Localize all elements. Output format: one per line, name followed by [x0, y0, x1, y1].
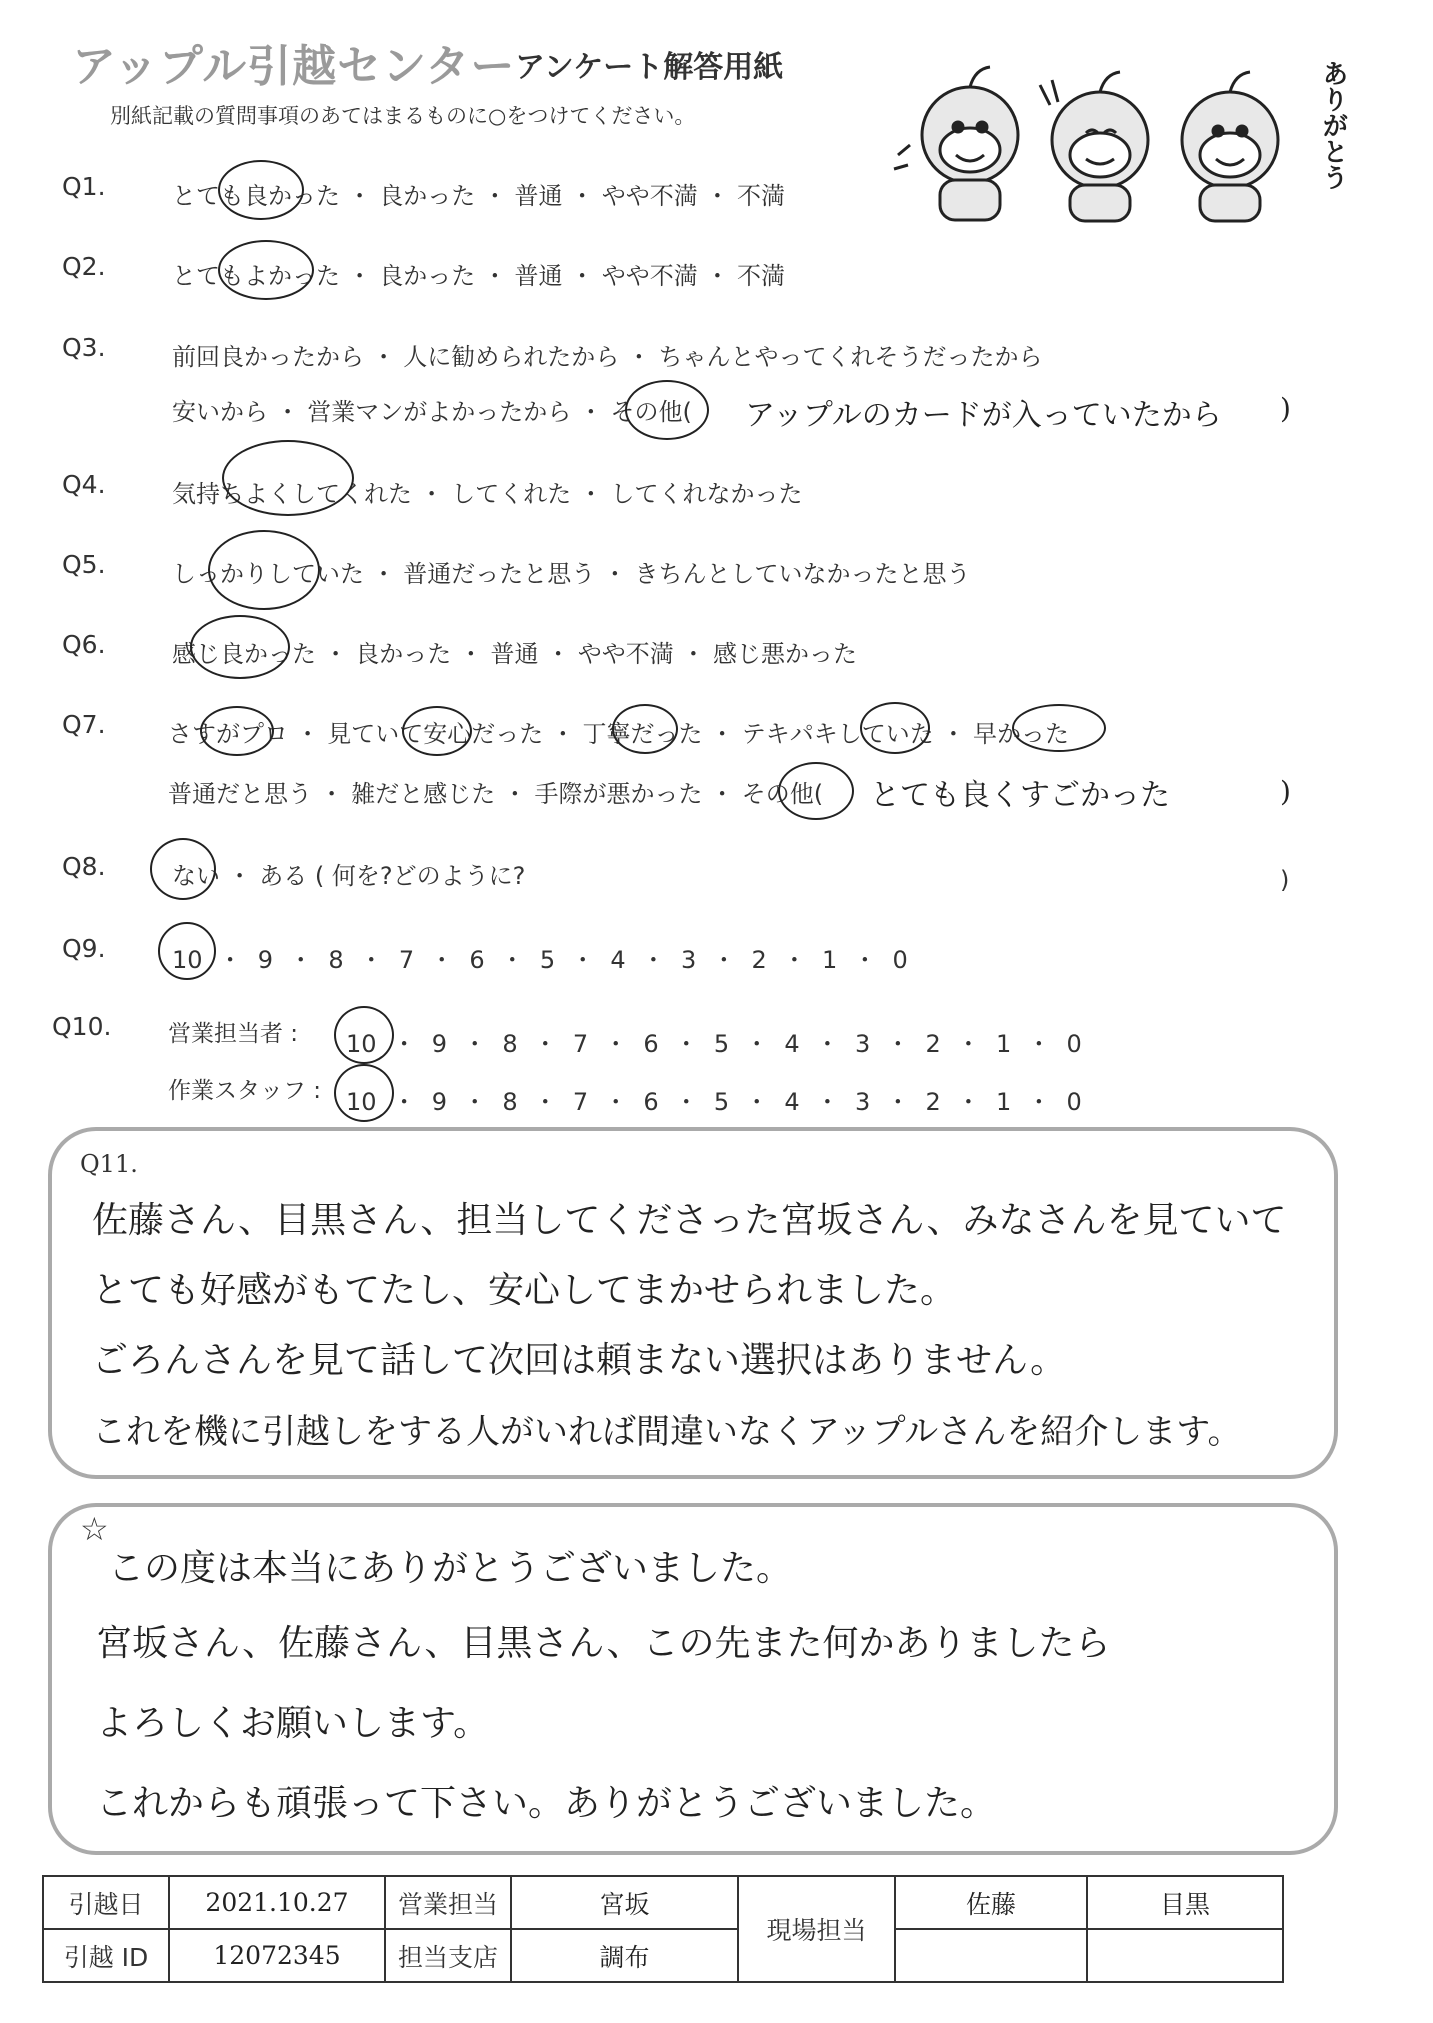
q7-circle-pro	[200, 706, 274, 756]
q2-answer-circle	[218, 240, 314, 300]
q4-label: Q4.	[62, 470, 106, 499]
q9-answer-circle	[158, 922, 216, 980]
q2-options[interactable]: とてもよかった ・ 良かった ・ 普通 ・ やや不満 ・ 不満	[172, 262, 786, 290]
q10-staff-label: 作業スタッフ :	[168, 1078, 322, 1104]
q10-label: Q10.	[52, 1012, 112, 1041]
branch-value: 調布	[511, 1929, 738, 1982]
q11-label: Q11.	[80, 1150, 138, 1178]
q7-circle-other	[778, 762, 854, 820]
q11-line-3: ごろんさんを見て話して次回は頼まない選択はありません。	[92, 1340, 1067, 1381]
site-staff-empty-1	[895, 1929, 1087, 1982]
q8-answer-circle	[150, 838, 216, 900]
move-date-value: 2021.10.27	[169, 1876, 385, 1929]
q7-close-paren: )	[1280, 775, 1291, 808]
q10-sales-circle	[334, 1006, 394, 1064]
q10-sales-scale[interactable]: 10 ・ 9 ・ 8 ・ 7 ・ 6 ・ 5 ・ 4 ・ 3 ・ 2 ・ 1 ・ 0	[346, 1030, 1082, 1058]
q4-answer-circle	[222, 440, 354, 516]
q3-options-line2[interactable]: 安いから ・ 営業マンがよかったから ・ その他(	[172, 398, 692, 426]
sales-label: 営業担当	[385, 1876, 511, 1929]
q7-options-line1[interactable]: さすがプロ ・ 見ていて安心だった ・ 丁寧だった ・ テキパキしていた ・ 早かった	[168, 720, 1070, 748]
q10-staff-scale[interactable]: 10 ・ 9 ・ 8 ・ 7 ・ 6 ・ 5 ・ 4 ・ 3 ・ 2 ・ 1 ・ 0	[346, 1088, 1082, 1116]
q8-label: Q8.	[62, 852, 106, 881]
q7-other-answer: とても良くすごかった	[870, 778, 1170, 813]
form-subtitle: アンケート解答用紙	[515, 50, 784, 85]
q10-staff-circle	[334, 1064, 394, 1122]
q5-options[interactable]: しっかりしていた ・ 普通だったと思う ・ きちんとしていなかったと思う	[172, 560, 971, 588]
message-line-1: この度は本当にありがとうございました。	[108, 1548, 793, 1589]
q11-line-1: 佐藤さん、目黒さん、担当してくださった宮坂さん、みなさんを見ていて	[92, 1200, 1287, 1241]
q2-label: Q2.	[62, 252, 106, 281]
q6-answer-circle	[190, 615, 290, 679]
site-staff-2: 目黒	[1087, 1876, 1283, 1929]
q7-options-line2[interactable]: 普通だと思う ・ 雑だと感じた ・ 手際が悪かった ・ その他(	[168, 780, 824, 808]
q7-label: Q7.	[62, 710, 106, 739]
q4-options[interactable]: 気持ちよくしてくれた ・ してくれた ・ してくれなかった	[172, 480, 803, 508]
company-title: アップル引越センター	[72, 41, 516, 92]
q7-circle-teinei	[612, 704, 678, 754]
q10-sales-label: 営業担当者 :	[168, 1021, 299, 1047]
site-staff-1: 佐藤	[895, 1876, 1087, 1929]
q11-line-4: これを機に引越しをする人がいれば間違いなくアップルさんを紹介します。	[92, 1412, 1242, 1452]
q6-options[interactable]: 感じ良かった ・ 良かった ・ 普通 ・ やや不満 ・ 感じ悪かった	[172, 640, 858, 668]
instruction-text: 別紙記載の質問事項のあてはまるものに○をつけてください。	[110, 104, 696, 128]
q5-label: Q5.	[62, 550, 106, 579]
message-line-3: よろしくお願いします。	[96, 1703, 490, 1744]
move-id-label: 引越 ID	[43, 1929, 169, 1982]
site-staff-label: 現場担当	[738, 1876, 895, 1982]
q7-circle-tekipaki	[860, 702, 930, 754]
gorilla-mascot-illustration	[890, 55, 1310, 225]
q3-options-line1[interactable]: 前回良かったから ・ 人に勧められたから ・ ちゃんとやってくれそうだったから	[172, 343, 1043, 371]
q1-options[interactable]: とても良かった ・ 良かった ・ 普通 ・ やや不満 ・ 不満	[172, 182, 786, 210]
footer-info-table	[42, 1875, 1284, 1983]
branch-label: 担当支店	[385, 1929, 511, 1982]
q5-answer-circle	[208, 530, 320, 610]
q7-circle-hayakatta	[1012, 704, 1106, 752]
q1-answer-circle	[218, 160, 304, 220]
q7-circle-anshin	[402, 706, 472, 756]
q11-line-2: とても好感がもてたし、安心してまかせられました。	[92, 1270, 957, 1311]
q3-label: Q3.	[62, 333, 106, 362]
site-staff-empty-2	[1087, 1929, 1283, 1982]
sales-value: 宮坂	[511, 1876, 738, 1929]
star-icon: ☆	[80, 1510, 109, 1548]
thanks-vertical-text: ありがとう	[1318, 60, 1348, 190]
q8-close-paren: )	[1280, 866, 1290, 894]
q9-label: Q9.	[62, 934, 106, 963]
q8-options[interactable]: ない ・ ある ( 何を?どのように?	[172, 862, 526, 890]
move-id-value: 12072345	[169, 1929, 385, 1982]
move-date-label: 引越日	[43, 1876, 169, 1929]
message-line-2: 宮坂さん、佐藤さん、目黒さん、この先また何かありましたら	[96, 1623, 1111, 1664]
message-line-4: これからも頑張って下さい。ありがとうございました。	[96, 1783, 997, 1824]
q3-other-answer: アップルのカードが入っていたから	[745, 398, 1222, 433]
q6-label: Q6.	[62, 630, 106, 659]
q9-scale[interactable]: 10 ・ 9 ・ 8 ・ 7 ・ 6 ・ 5 ・ 4 ・ 3 ・ 2 ・ 1 ・ 0	[172, 946, 908, 974]
q1-label: Q1.	[62, 172, 106, 201]
q3-close-paren: )	[1280, 392, 1291, 425]
q3-answer-circle	[625, 380, 709, 440]
